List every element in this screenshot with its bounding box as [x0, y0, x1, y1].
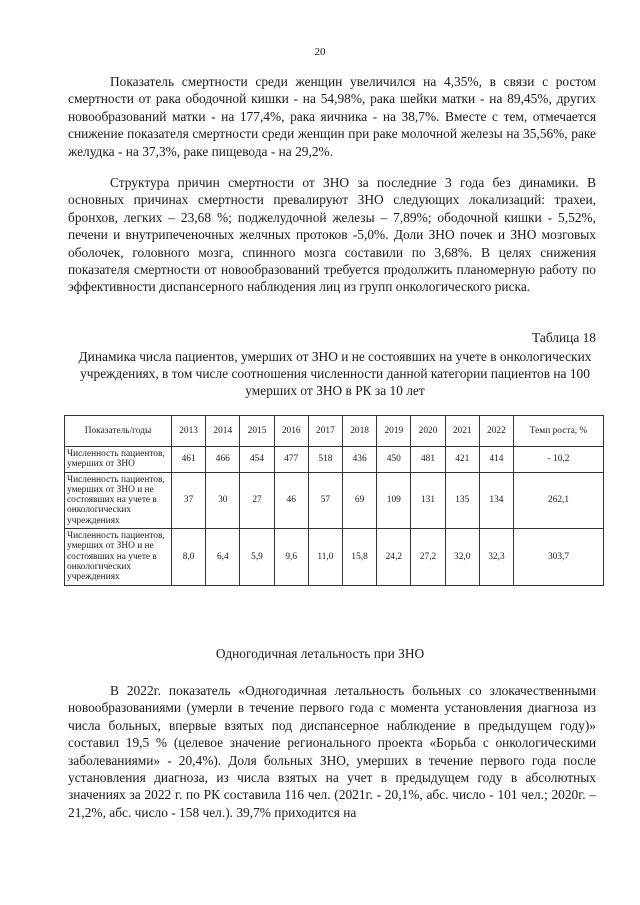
paragraph-one-year-lethality: В 2022г. показатель «Одногодичная летальность больных со злокачественными новообразованиями (умерли в течение первого года с момента установления диагноза из числа больных, впервые взятых под диспансерное наблюдение в предыдущем году)» составил 19,5 % (целевое значение регионального проекта «Борьба с онкологическими заболеваниями» - 20,4%). Доля больных ЗНО, умерших в течение первого года после установления диагноза, из числа взятых на учет в предыдущем году в абсолютных значениях за 2022 г. по РК составила 116 чел. (2021г. - 20,1%, абс. число - 101 чел.; 2020г. – 21,2%, абс. число - 158 чел.). 39,7% приходится на — [68, 683, 596, 820]
table-cell: 57 — [308, 472, 342, 528]
table-cell: 37 — [172, 472, 206, 528]
table-cell: 6,4 — [206, 529, 240, 585]
table-label: Таблица 18 — [532, 330, 596, 345]
table-row — [65, 472, 604, 528]
table-cell: 135 — [445, 472, 479, 528]
table-cell: 466 — [206, 447, 240, 473]
data-table — [64, 415, 604, 586]
table-cell: 461 — [172, 447, 206, 473]
header-cell: Показатель/годы — [65, 416, 172, 447]
table-cell: 134 — [479, 472, 513, 528]
paragraph-mortality-structure: Структура причин смертности от ЗНО за последние 3 года без динамики. В основных причинах смертности превалируют ЗНО следующих локализаций: трахеи, бронхов, легких – 23,68 %; поджелудочной железы – 7,89%; ободочной кишки - 5,52%, печени и внутрипеченочных желчных протоков -5,0%. Доли ЗНО почек и ЗНО мозговых оболочек, головного мозга, спинного мозга составили по 3,68%. В целях снижения показателя смертности от новообразований требуется продолжить планомерную работу по эффективности диспансерного наблюдения лиц из групп онкологического риска. — [68, 175, 596, 295]
header-cell: 2018 — [343, 416, 377, 447]
table-cell: 27 — [240, 472, 274, 528]
table-header-row — [65, 416, 604, 447]
table-cell: 262,1 — [514, 472, 604, 528]
table-cell: 414 — [479, 447, 513, 473]
table-cell: 477 — [274, 447, 308, 473]
table-title: Динамика числа пациентов, умерших от ЗНО и не состоявших на учете в онкологических учреждениях, в том числе соотношения численности данной категории пациентов на 100 умерших от ЗНО в РК за 10 лет — [78, 349, 592, 398]
paragraph-women-mortality: Показатель смертности среди женщин увеличился на 4,35%, в связи с ростом смертности от рака ободочной кишки - на 54,98%, рака шейки матки - на 89,45%, других новообразований матки - на 177,4%, рака яичника - на 38,7%. Вместе с тем, отмечается снижение показателя смертности среди женщин при раке молочной железы на 35,56%, раке желудка - на 37,3%, раке пищевода - на 29,2%. — [68, 74, 596, 159]
table-cell: 8,0 — [172, 529, 206, 585]
header-cell: Темп роста, % — [514, 416, 604, 447]
header-cell: 2015 — [240, 416, 274, 447]
table-cell: 69 — [343, 472, 377, 528]
table-cell: 27,2 — [411, 529, 445, 585]
table-cell: 11,0 — [308, 529, 342, 585]
header-cell: 2019 — [377, 416, 411, 447]
table-row — [65, 529, 604, 585]
table-cell: 32,3 — [479, 529, 513, 585]
table-cell: 436 — [343, 447, 377, 473]
table-cell: 303,7 — [514, 529, 604, 585]
header-cell: 2013 — [172, 416, 206, 447]
table-cell: 46 — [274, 472, 308, 528]
section-title: Одногодичная летальность при ЗНО — [215, 646, 425, 661]
row-label: Численность пациентов, умерших от ЗНО — [65, 447, 172, 473]
header-cell: 2022 — [479, 416, 513, 447]
header-cell: 2014 — [206, 416, 240, 447]
table-cell: 131 — [411, 472, 445, 528]
table-cell: 15,8 — [343, 529, 377, 585]
header-cell: 2021 — [445, 416, 479, 447]
table-cell: 5,9 — [240, 529, 274, 585]
table-row — [65, 447, 604, 473]
table-cell: 481 — [411, 447, 445, 473]
header-cell: 2020 — [411, 416, 445, 447]
header-cell: 2016 — [274, 416, 308, 447]
row-label: Численность пациентов, умерших от ЗНО и не состоявших на учете в онкологических учреждениях — [65, 529, 172, 585]
table-cell: 30 — [206, 472, 240, 528]
table-cell: 32,0 — [445, 529, 479, 585]
header-cell: 2017 — [308, 416, 342, 447]
table-cell: 421 — [445, 447, 479, 473]
table-cell: 109 — [377, 472, 411, 528]
table-cell: - 10,2 — [514, 447, 604, 473]
table-cell: 518 — [308, 447, 342, 473]
table-cell: 9,6 — [274, 529, 308, 585]
table-cell: 450 — [377, 447, 411, 473]
table-cell: 454 — [240, 447, 274, 473]
row-label: Численность пациентов, умерших от ЗНО и не состоявших на учете в онкологических учреждениях — [65, 472, 172, 528]
page-number: 20 — [314, 46, 326, 58]
table-cell: 24,2 — [377, 529, 411, 585]
